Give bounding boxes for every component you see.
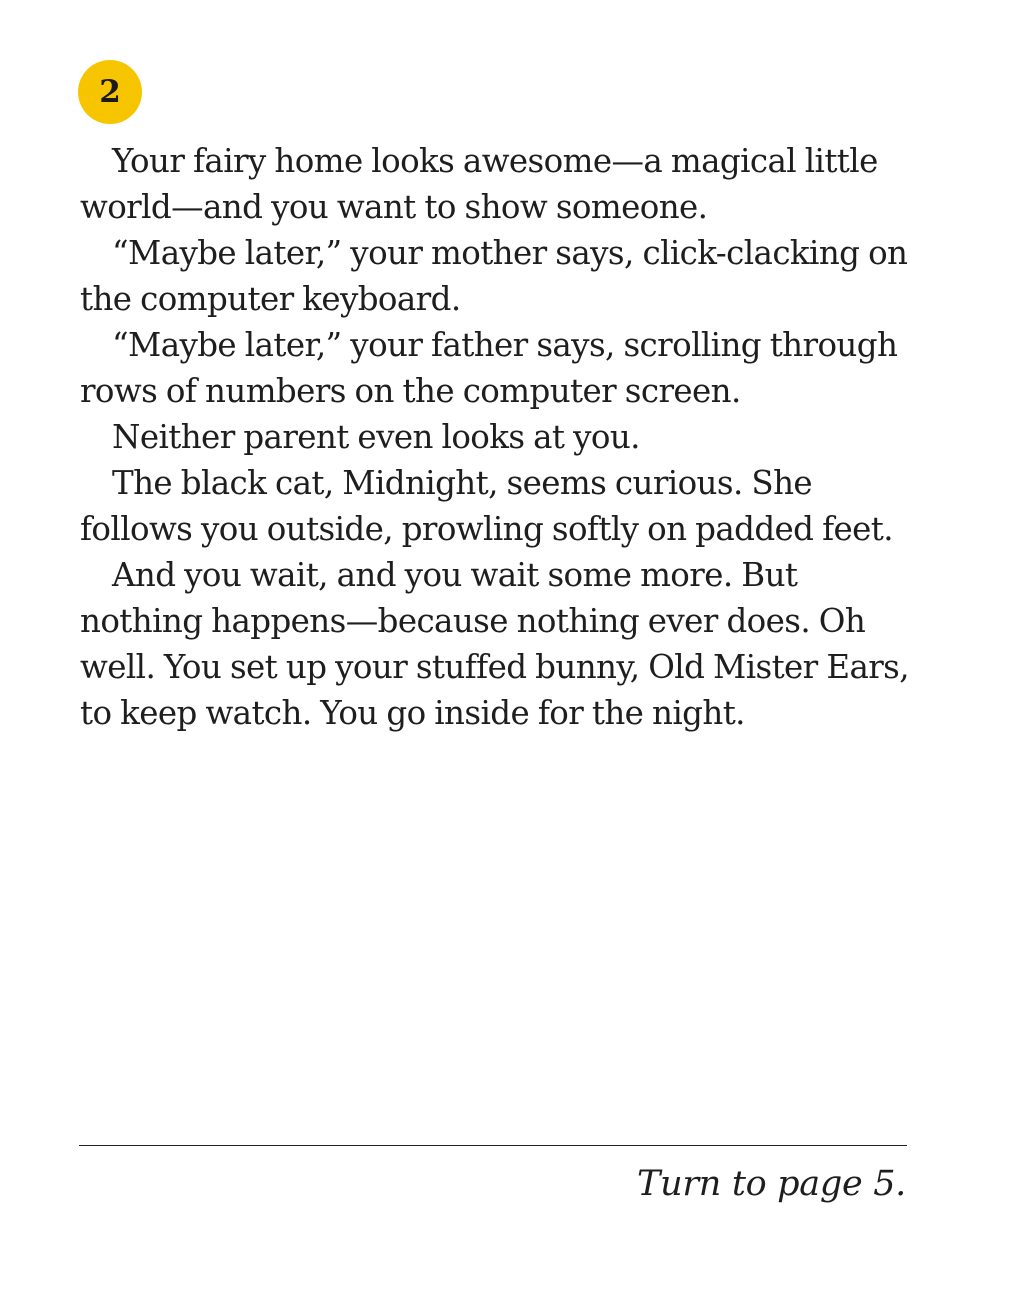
paragraph: Neither parent even looks at you.: [112, 418, 640, 456]
paragraph: “Maybe later,” your father says, scrolling through rows of numbers on the computer screen.: [80, 326, 898, 410]
paragraph: And you wait, and you wait some more. But nothing happens—because nothing ever does. Oh well. You set up your stuffed bunny, Old Mister Ears, to keep watch. You go inside for the night.: [80, 556, 909, 732]
page-number: 2: [99, 74, 121, 110]
turn-to-page-instruction: Turn to page 5.: [637, 1164, 906, 1204]
page-number-badge: [78, 60, 142, 124]
paragraph: Your fairy home looks awesome—a magical little world—and you want to show someone.: [80, 142, 878, 226]
footer-divider: [79, 1145, 907, 1146]
paragraph: The black cat, Midnight, seems curious. She follows you outside, prowling softly on padded feet.: [80, 464, 893, 548]
paragraph: “Maybe later,” your mother says, click-clacking on the computer keyboard.: [80, 234, 908, 318]
story-text: [80, 138, 910, 736]
